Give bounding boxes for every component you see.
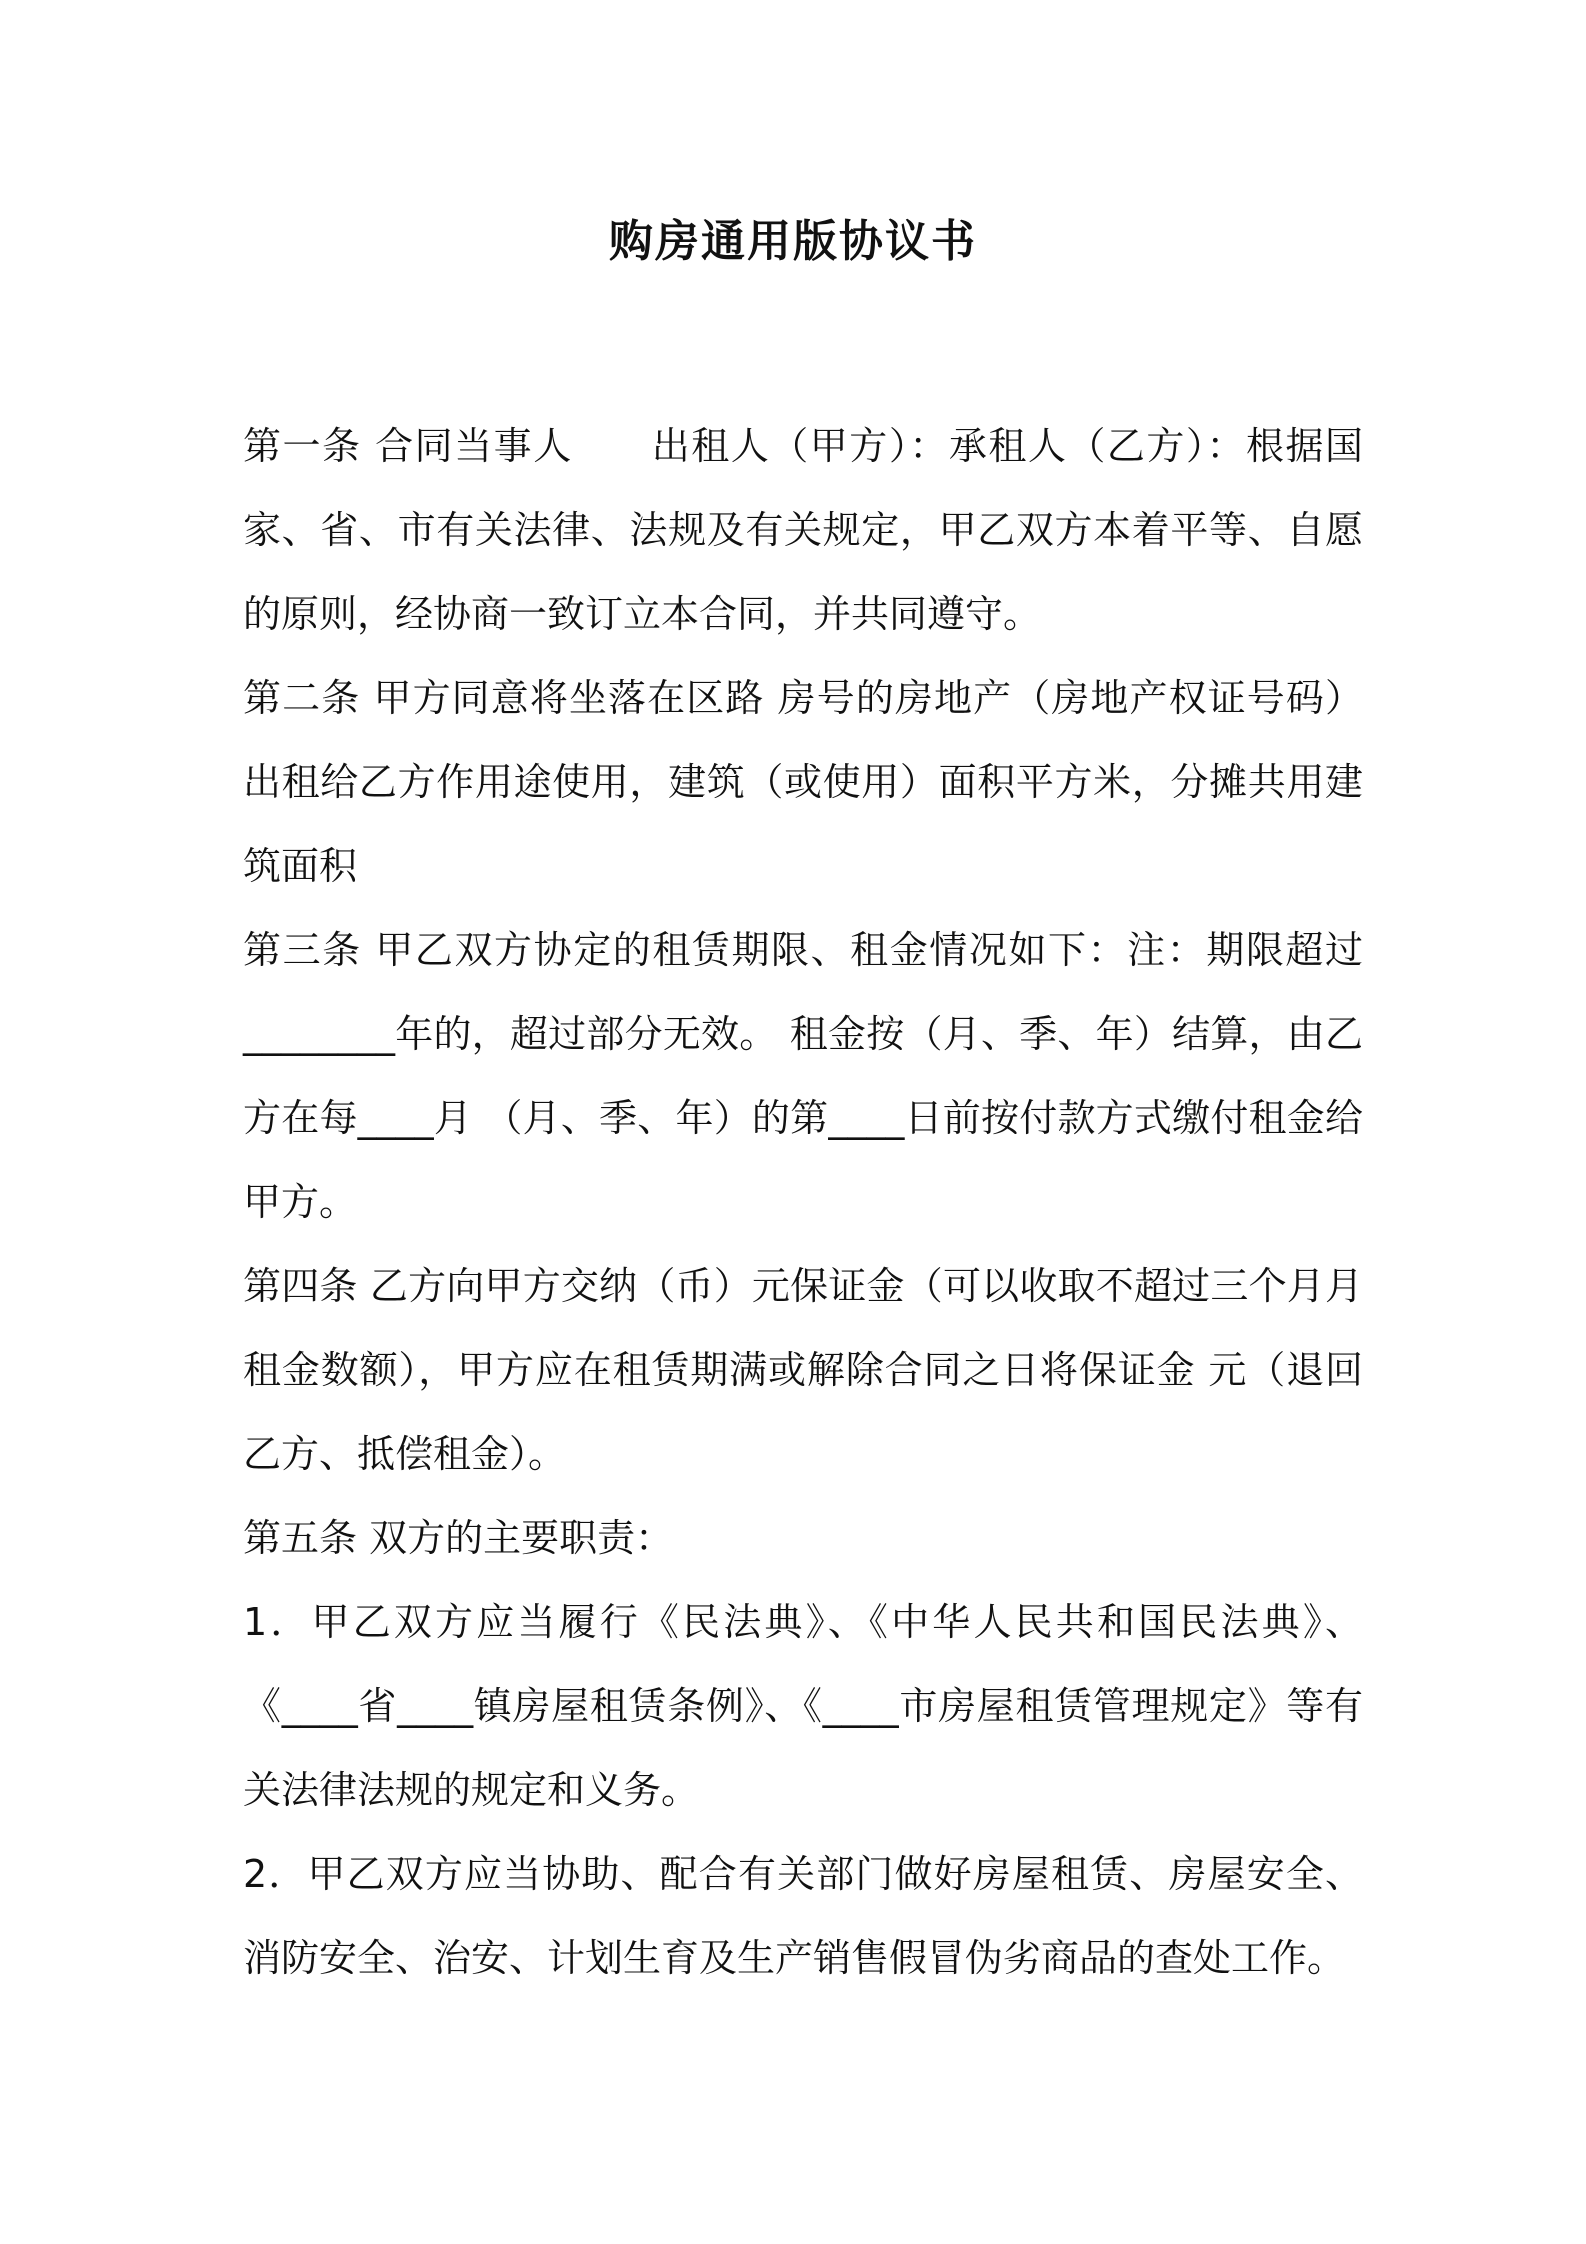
document-title: 购房通用版协议书: [609, 216, 977, 267]
article-2-paragraph: 第二条 甲方同意将坐落在区路 房号的房地产（房地产权证号码）出租给乙方作用途使用，建筑（或使用）面积平方米，分摊共用建筑面积: [243, 676, 1363, 888]
article-3-paragraph: 第三条 甲乙双方协定的租赁期限、租金情况如下：注：期限超过________年的，超过部分无效。 租金按（月、季、年）结算，由乙方在每____月 （月、季、年）的第____日前按付款方式缴付租金给甲方。: [243, 928, 1363, 1224]
article-4-paragraph: 第四条 乙方向甲方交纳（币）元保证金（可以收取不超过三个月月租金数额），甲方应在租赁期满或解除合同之日将保证金 元（退回乙方、抵偿租金）。: [243, 1264, 1363, 1476]
duty-item-1: 1．甲乙双方应当履行《民法典》、《中华人民共和国民法典》、《____省____镇房屋租赁条例》、《____市房屋租赁管理规定》等有关法律法规的规定和义务。: [243, 1600, 1363, 1812]
duty-item-2: 2．甲乙双方应当协助、配合有关部门做好房屋租赁、房屋安全、消防安全、治安、计划生育及生产销售假冒伪劣商品的查处工作。: [243, 1852, 1363, 1980]
document-body: [243, 404, 1363, 2000]
article-5-heading: 第五条 双方的主要职责：: [243, 1516, 674, 1560]
article-1-paragraph: 第一条 合同当事人 出租人（甲方）：承租人（乙方）：根据国家、省、市有关法律、法规及有关规定，甲乙双方本着平等、自愿的原则，经协商一致订立本合同，并共同遵守。: [243, 424, 1363, 636]
